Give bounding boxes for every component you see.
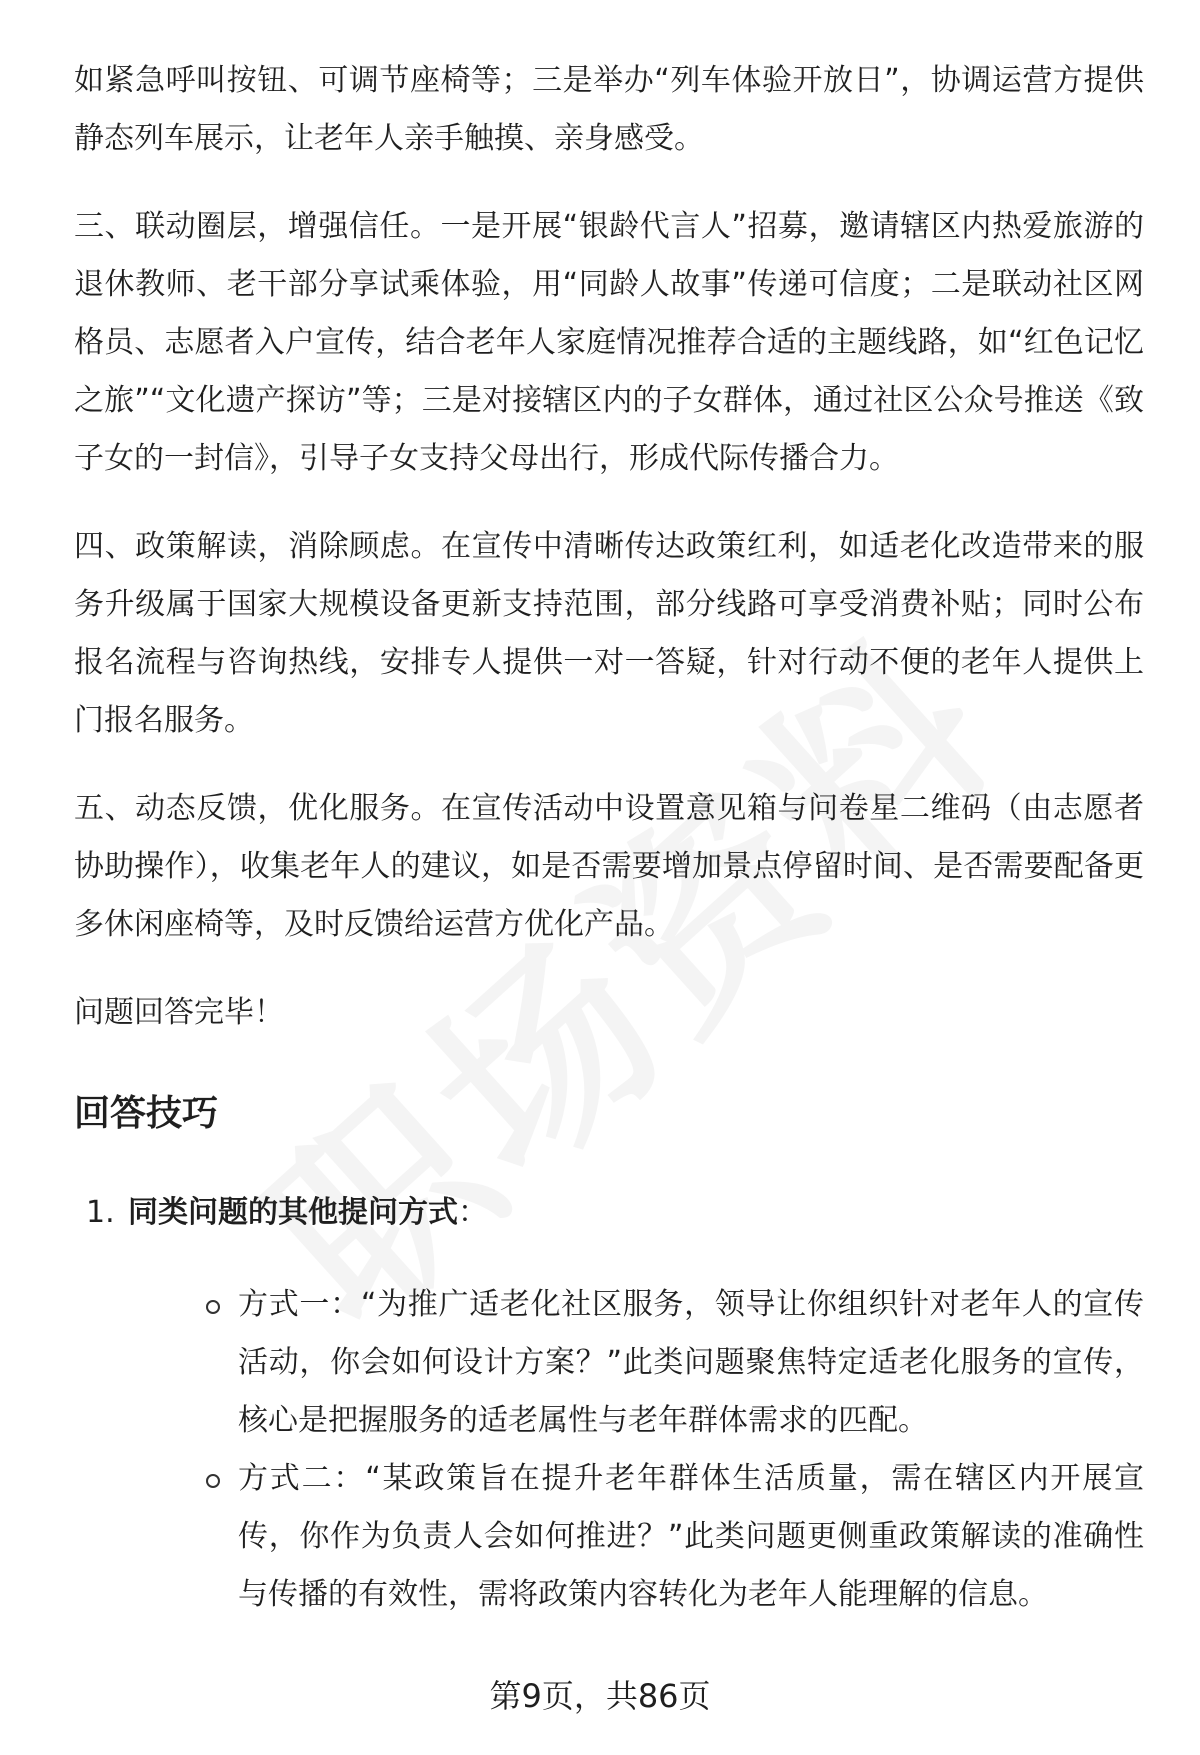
- document-body: [74, 52, 1144, 1624]
- paragraph-section-four: 四、政策解读，消除顾虑。在宣传中清晰传达政策红利，如适老化改造带来的服务升级属于国家大规模设备更新支持范围，部分线路可享受消费补贴；同时公布报名流程与咨询热线，安排专人提供一对一答疑，针对行动不便的老年人提供上门报名服务。: [74, 529, 1144, 738]
- hollow-circle-bullet-icon: [206, 1474, 220, 1488]
- tip-colon: ：: [458, 1195, 488, 1230]
- hollow-circle-bullet-icon: [206, 1300, 220, 1314]
- tip-number: 1.: [86, 1195, 115, 1230]
- tip-item: [74, 1184, 1144, 1624]
- way-text-one: 方式一：“为推广适老化社区服务，领导让你组织针对老年人的宣传活动，你会如何设计方案？”此类问题聚焦特定适老化服务的宣传，核心是把握服务的适老属性与老年群体需求的匹配。: [238, 1287, 1144, 1438]
- way-item-two: [128, 1450, 1144, 1624]
- tip-heading: 同类问题的其他提问方式: [128, 1195, 458, 1230]
- paragraph-continued: 如紧急呼叫按钮、可调节座椅等；三是举办“列车体验开放日”，协调运营方提供静态列车展示，让老年人亲手触摸、亲身感受。: [74, 63, 1144, 156]
- paragraph-section-five: 五、动态反馈，优化服务。在宣传活动中设置意见箱与问卷星二维码（由志愿者协助操作），收集老年人的建议，如是否需要增加景点停留时间、是否需要配备更多休闲座椅等，及时反馈给运营方优化产品。: [74, 791, 1144, 942]
- page-footer: 第9页，共86页: [489, 1677, 711, 1715]
- way-item-one: [128, 1276, 1144, 1450]
- ways-list: [128, 1276, 1144, 1624]
- closing-line: 问题回答完毕！: [74, 995, 284, 1030]
- paragraph-section-three: 三、联动圈层，增强信任。一是开展“银龄代言人”招募，邀请辖区内热爱旅游的退休教师、老干部分享试乘体验，用“同龄人故事”传递可信度；二是联动社区网格员、志愿者入户宣传，结合老年人家庭情况推荐合适的主题线路，如“红色记忆之旅”“文化遗产探访”等；三是对接辖区内的子女群体，通过社区公众号推送《致子女的一封信》，引导子女支持父母出行，形成代际传播合力。: [74, 209, 1144, 476]
- section-title: 回答技巧: [74, 1093, 219, 1134]
- way-text-two: 方式二：“某政策旨在提升老年群体生活质量，需在辖区内开展宣传，你作为负责人会如何推进？”此类问题更侧重政策解读的准确性与传播的有效性，需将政策内容转化为老年人能理解的信息。: [238, 1461, 1144, 1612]
- tips-list: [74, 1184, 1144, 1624]
